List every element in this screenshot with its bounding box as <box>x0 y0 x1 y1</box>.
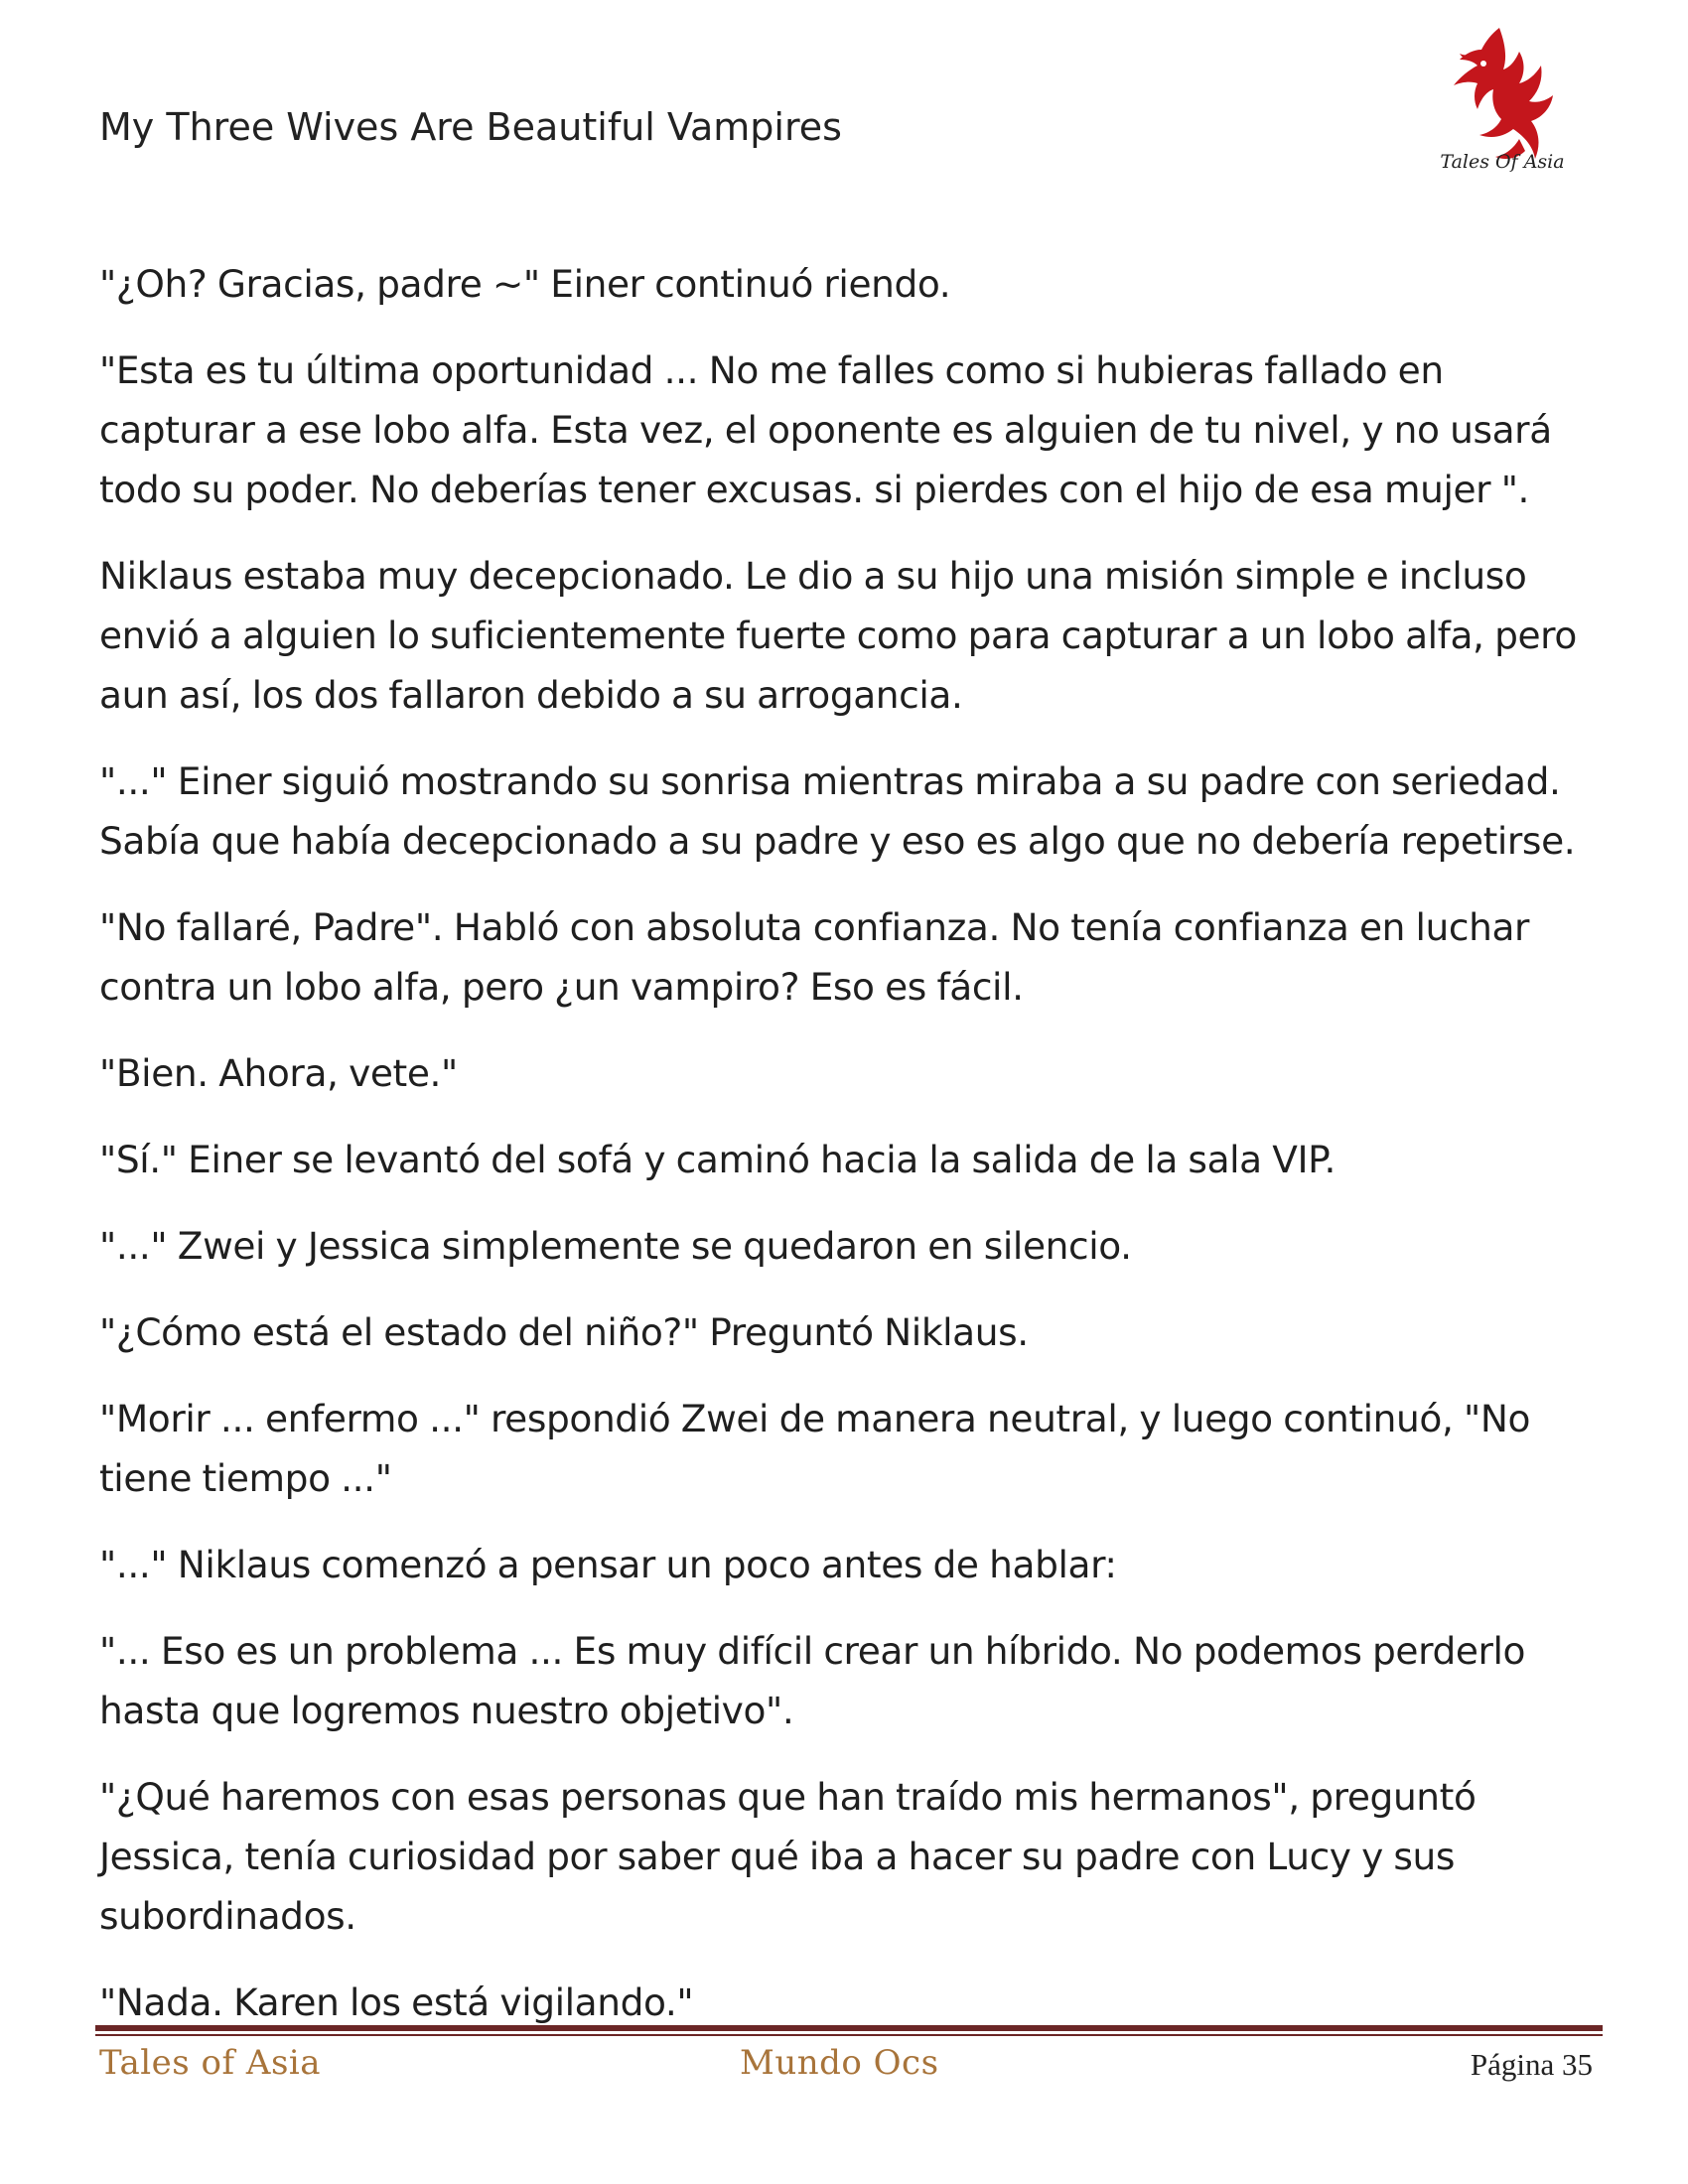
footer-section-name: Mundo Ocs <box>740 2043 939 2083</box>
paragraph: "Bien. Ahora, vete." <box>99 1051 458 1095</box>
paragraph: "..." Einer siguió mostrando su sonrisa mientras miraba a su padre con seriedad. Sabía que había decepcionado a su padre y eso es algo que no debería repetirse. <box>99 759 1576 863</box>
paragraph: "¿Qué haremos con esas personas que han traído mis hermanos", preguntó Jessica, tenía curiosidad por saber qué iba a hacer su padre con Lucy y sus subordinados. <box>99 1775 1477 1938</box>
paragraph: "Morir ... enfermo ..." respondió Zwei de manera neutral, y luego continuó, "No tiene tiempo ..." <box>99 1397 1531 1500</box>
paragraph: "¿Cómo está el estado del niño?" Preguntó Niklaus. <box>99 1310 1029 1354</box>
paragraph: Niklaus estaba muy decepcionado. Le dio a su hijo una misión simple e incluso envió a alguien lo suficientemente fuerte como para capturar a un lobo alfa, pero aun así, los dos fallaron debido a su arrogancia. <box>99 554 1577 717</box>
footer-divider-thin <box>95 2034 1603 2036</box>
page-number: Página 35 <box>1470 2047 1593 2082</box>
paragraph: "No fallaré, Padre". Habló con absoluta confianza. No tenía confianza en luchar contra un lobo alfa, pero ¿un vampiro? Eso es fácil. <box>99 905 1530 1009</box>
paragraph: "..." Niklaus comenzó a pensar un poco antes de hablar: <box>99 1543 1117 1586</box>
document-title: My Three Wives Are Beautiful Vampires <box>99 105 842 149</box>
paragraph: "... Eso es un problema ... Es muy difícil crear un híbrido. No podemos perderlo hasta que logremos nuestro objetivo". <box>99 1629 1526 1732</box>
paragraph: "¿Oh? Gracias, padre ~" Einer continuó riendo. <box>99 262 951 306</box>
chapter-body <box>99 254 1599 2059</box>
logo-text: Tales Of Asia <box>1440 151 1565 173</box>
footer-site-name: Tales of Asia <box>99 2043 322 2083</box>
paragraph: "Nada. Karen los está vigilando." <box>99 1980 694 2024</box>
paragraph: "..." Zwei y Jessica simplemente se quedaron en silencio. <box>99 1224 1132 1268</box>
paragraph: "Sí." Einer se levantó del sofá y caminó hacia la salida de la sala VIP. <box>99 1138 1336 1181</box>
paragraph: "Esta es tu última oportunidad ... No me falles como si hubieras fallado en capturar a ese lobo alfa. Esta vez, el oponente es alguien de tu nivel, y no usará todo su poder. No deberías tener excusas. si pierdes con el hijo de esa mujer ". <box>99 348 1552 511</box>
footer-divider <box>95 2025 1603 2031</box>
